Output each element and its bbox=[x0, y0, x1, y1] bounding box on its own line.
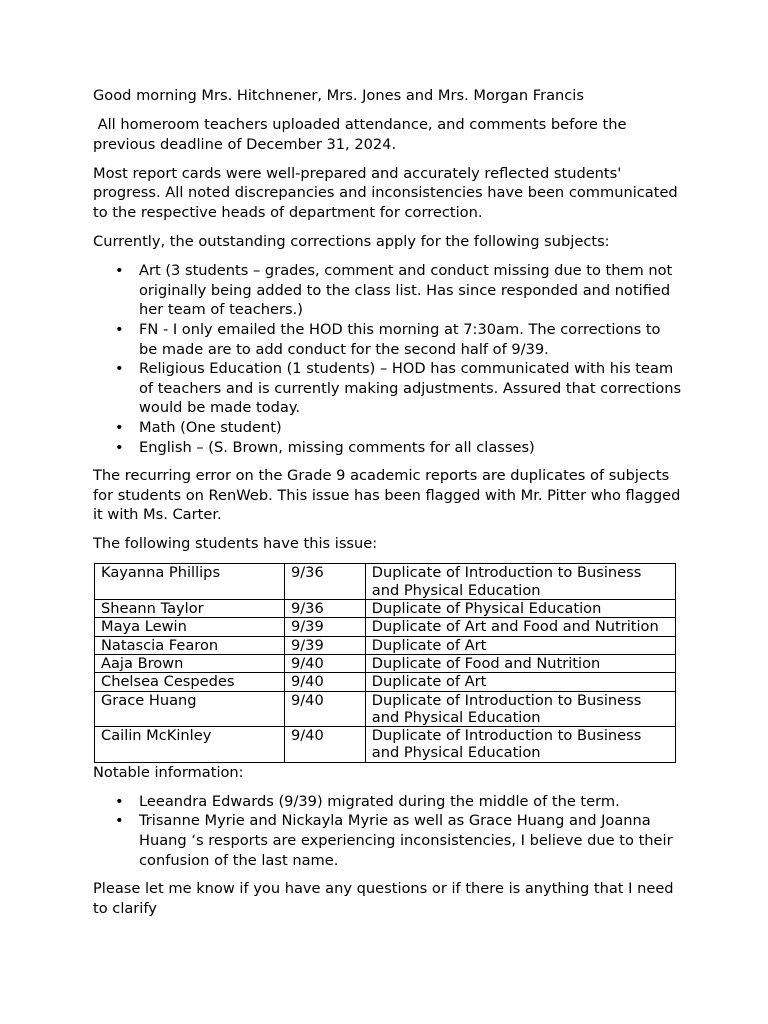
class-cell: 9/39 bbox=[284, 618, 365, 636]
list-item: • Art (3 students – grades, comment and conduct missing due to them not originally being added to the class list. Has since responded and notified her team of teachers.) bbox=[139, 261, 683, 320]
student-name-cell: Kayanna Phillips bbox=[95, 564, 285, 600]
table-row bbox=[95, 618, 676, 636]
student-name-cell: Chelsea Cespedes bbox=[95, 673, 285, 691]
list-item: • Math (One student) bbox=[139, 418, 683, 438]
notable-heading: Notable information: bbox=[93, 763, 244, 781]
table-row bbox=[95, 654, 676, 672]
list-item: • Religious Education (1 students) – HOD has communicated with his team of teachers and is currently making adjustments. Assured that corrections would be made today. bbox=[139, 359, 683, 418]
table-row bbox=[95, 600, 676, 618]
issue-cell: Duplicate of Art and Food and Nutrition bbox=[365, 618, 675, 636]
paragraph-attendance: All homeroom teachers uploaded attendance, and comments before the previous deadline of December 31, 2024. bbox=[93, 116, 632, 153]
closing-paragraph: Please let me know if you have any questions or if there is anything that I need to clarify bbox=[93, 880, 674, 917]
student-name-cell: Grace Huang bbox=[95, 691, 285, 727]
student-name-cell: Sheann Taylor bbox=[95, 600, 285, 618]
class-cell: 9/40 bbox=[284, 654, 365, 672]
paragraph-recurring-error: The recurring error on the Grade 9 academic reports are duplicates of subjects for students on RenWeb. This issue has been flagged with Mr. Pitter who flagged it with Ms. Carter. bbox=[93, 467, 681, 524]
table-row bbox=[95, 691, 676, 727]
subjects-list bbox=[93, 261, 683, 457]
class-cell: 9/40 bbox=[284, 691, 365, 727]
list-item: • Trisanne Myrie and Nickayla Myrie as well as Grace Huang and Joanna Huang ‘s resports are experiencing inconsistencies, I believe due to their confusion of the last name. bbox=[139, 811, 683, 870]
class-cell: 9/40 bbox=[284, 673, 365, 691]
table-row bbox=[95, 727, 676, 763]
paragraph-outstanding: Currently, the outstanding corrections apply for the following subjects: bbox=[93, 233, 610, 251]
student-name-cell: Natascia Fearon bbox=[95, 636, 285, 654]
email-body bbox=[93, 86, 683, 928]
issue-cell: Duplicate of Introduction to Business and Physical Education bbox=[365, 564, 675, 600]
student-name-cell: Maya Lewin bbox=[95, 618, 285, 636]
paragraph-report-cards: Most report cards were well-prepared and accurately reflected students' progress. All noted discrepancies and inconsistencies have been communicated to the respective heads of department for correction. bbox=[93, 164, 678, 221]
issue-cell: Duplicate of Art bbox=[365, 673, 675, 691]
list-item: • English – (S. Brown, missing comments for all classes) bbox=[139, 438, 683, 458]
greeting: Good morning Mrs. Hitchnener, Mrs. Jones and Mrs. Morgan Francis bbox=[93, 87, 584, 104]
issue-cell: Duplicate of Physical Education bbox=[365, 600, 675, 618]
table-row bbox=[95, 673, 676, 691]
notable-list bbox=[93, 792, 683, 870]
paragraph-students-intro: The following students have this issue: bbox=[93, 535, 378, 553]
issue-cell: Duplicate of Introduction to Business and Physical Education bbox=[365, 727, 675, 763]
class-cell: 9/40 bbox=[284, 727, 365, 763]
table-row bbox=[95, 564, 676, 600]
issue-cell: Duplicate of Art bbox=[365, 636, 675, 654]
class-cell: 9/36 bbox=[284, 600, 365, 618]
issue-cell: Duplicate of Introduction to Business and Physical Education bbox=[365, 691, 675, 727]
issue-cell: Duplicate of Food and Nutrition bbox=[365, 654, 675, 672]
table-row bbox=[95, 636, 676, 654]
student-name-cell: Aaja Brown bbox=[95, 654, 285, 672]
student-name-cell: Cailin McKinley bbox=[95, 727, 285, 763]
class-cell: 9/39 bbox=[284, 636, 365, 654]
students-table bbox=[94, 563, 676, 762]
list-item: • FN - I only emailed the HOD this morning at 7:30am. The corrections to be made are to add conduct for the second half of 9/39. bbox=[139, 320, 683, 359]
class-cell: 9/36 bbox=[284, 564, 365, 600]
list-item: • Leeandra Edwards (9/39) migrated during the middle of the term. bbox=[139, 792, 683, 812]
